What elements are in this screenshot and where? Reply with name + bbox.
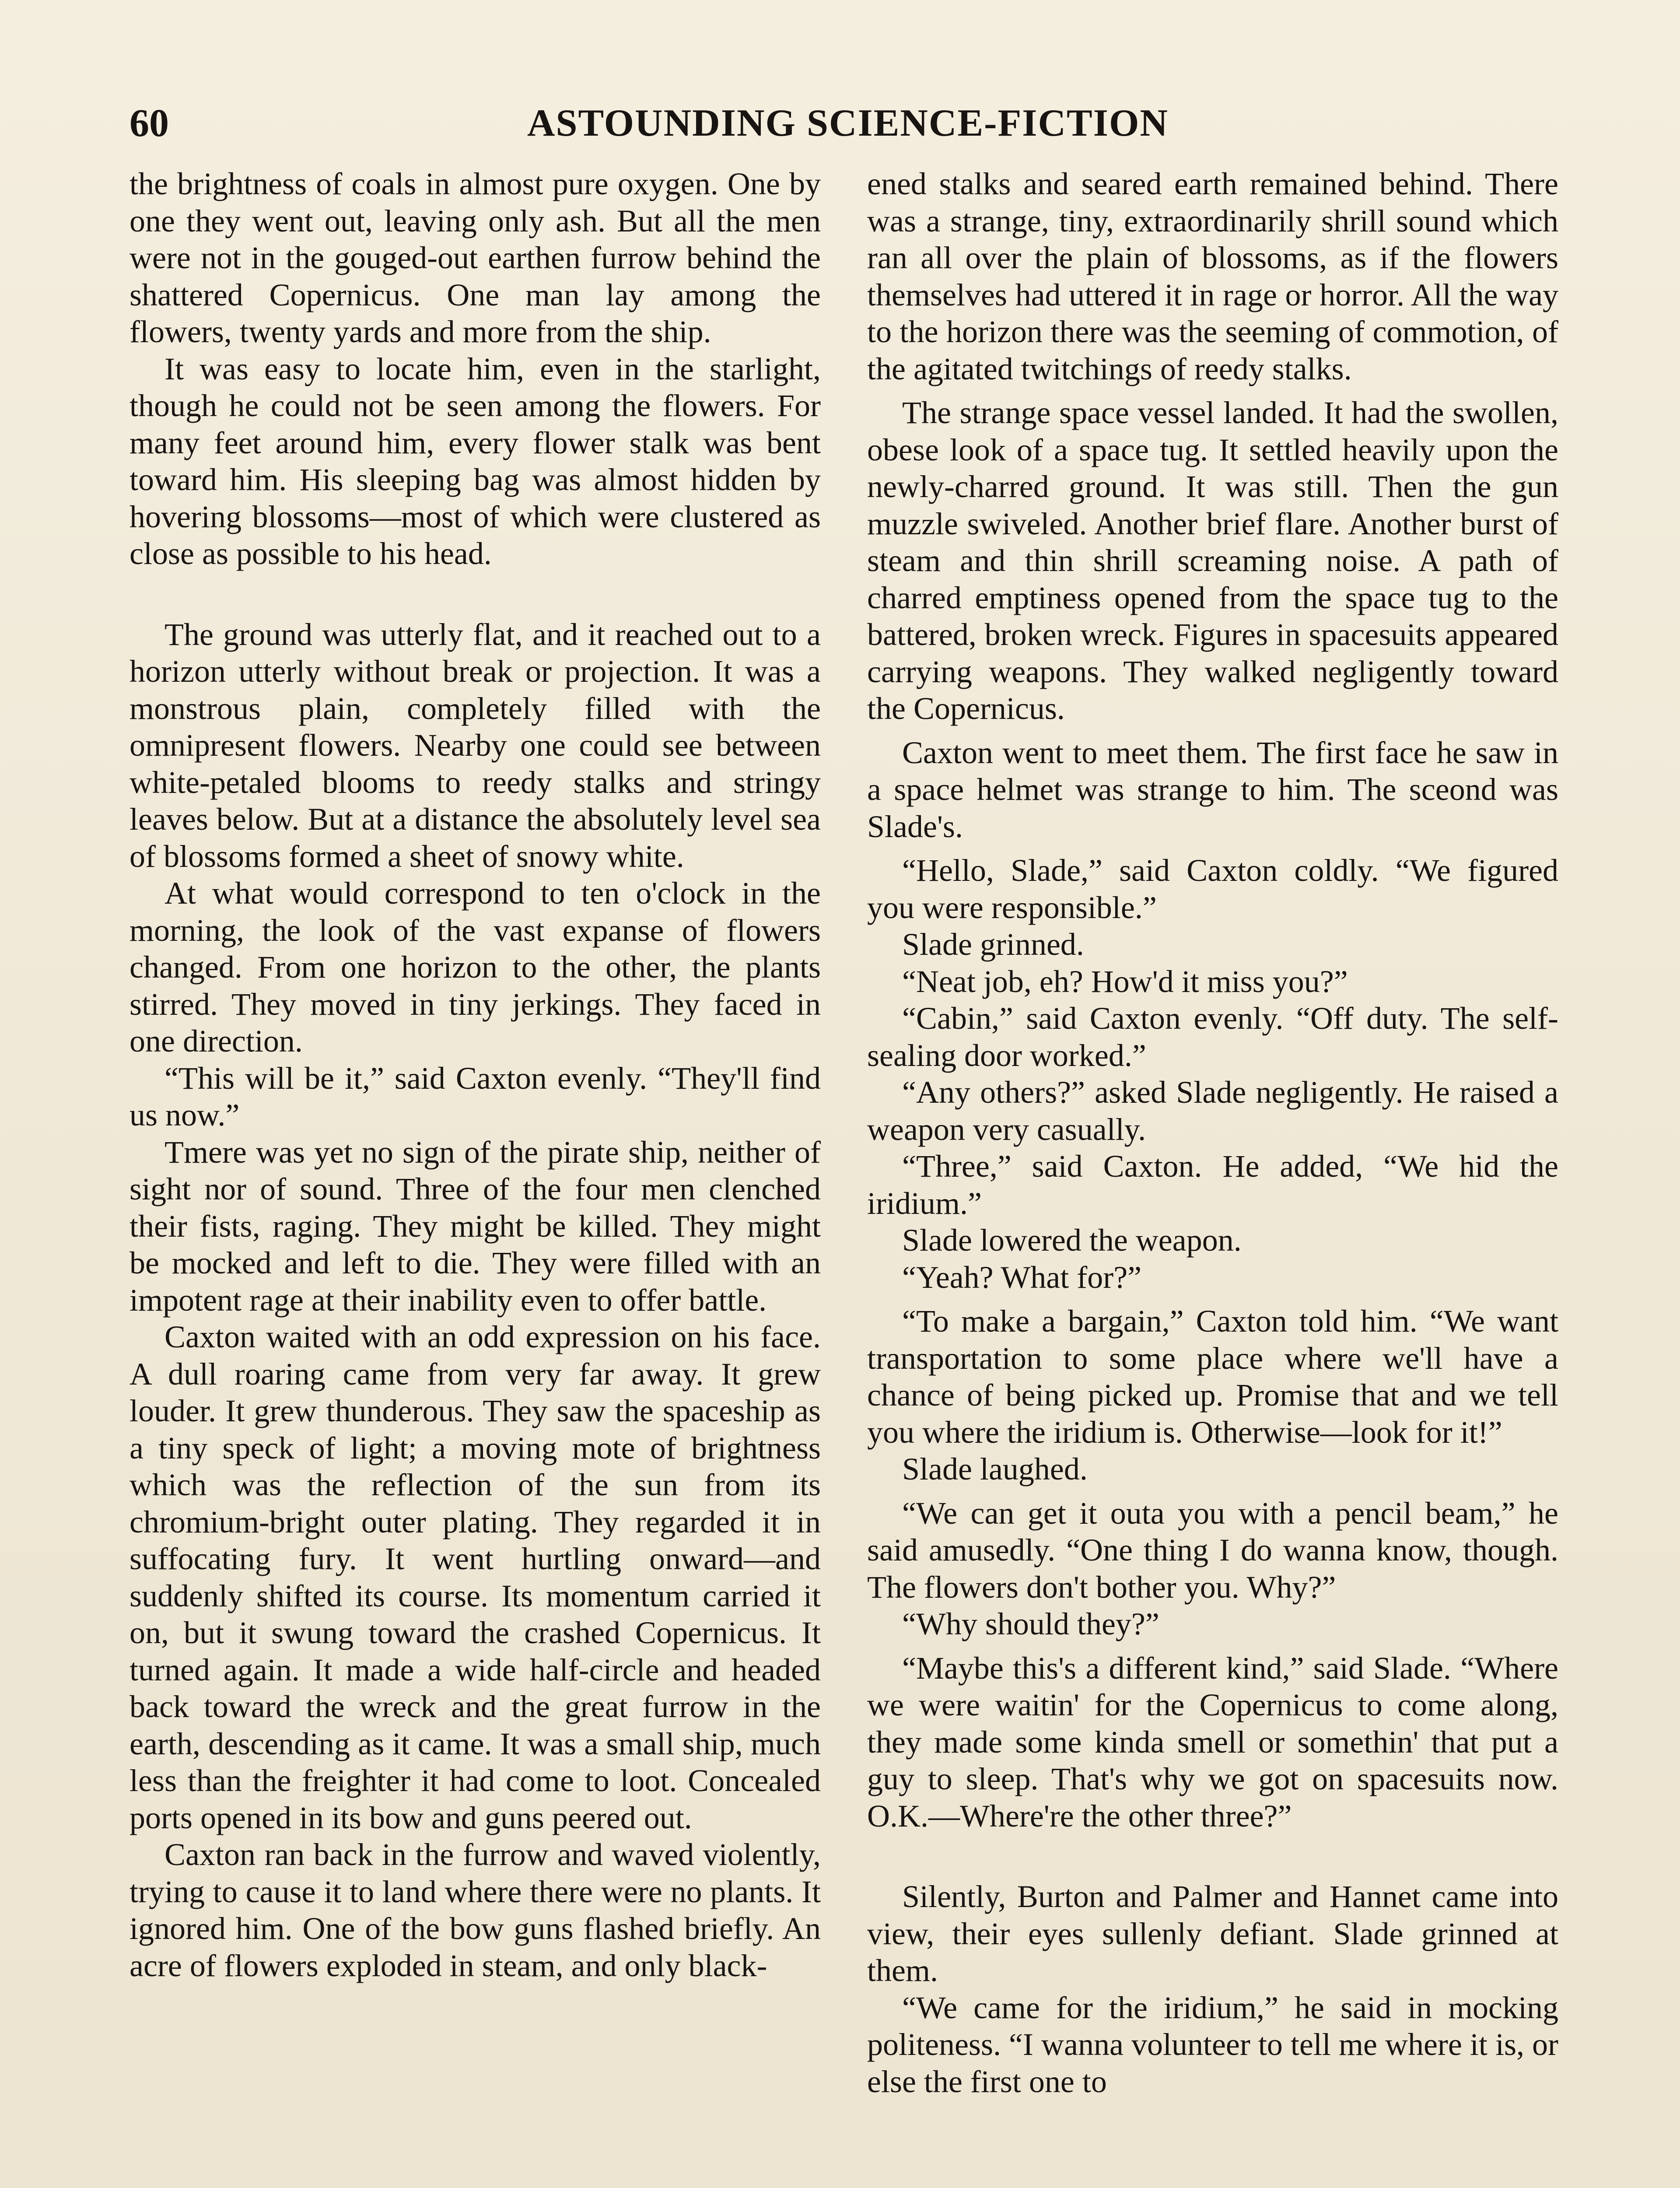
paragraph: ened stalks and seared earth remained behind. There was a strange, tiny, extraordinarily shrill sound which ran all over the plain of blossoms, as if the flowers themselves had uttered it in rage or horror. All the way to the horizon there was the seeming of commotion, of the agitated twitchings of reedy stalks. (867, 166, 1558, 386)
paragraph: “We came for the iridium,” he said in mocking politeness. “I wanna volunteer to tell me where it is, or else the first one to (867, 1990, 1558, 2099)
paragraph: Caxton went to meet them. The first face he saw in a space helmet was strange to him. The sceond was Slade's. (867, 735, 1558, 844)
paragraph: “Any others?” asked Slade negligently. He raised a weapon very casually. (867, 1075, 1558, 1147)
paragraph: “Cabin,” said Caxton evenly. “Off duty. The self-sealing door worked.” (867, 1001, 1558, 1073)
page-header (130, 97, 1566, 150)
paragraph: the brightness of coals in almost pure oxygen. One by one they went out, leaving only ash. But all the men were not in the gouged-out earthen furrow behind the shattered Copernicus. One man lay among the flowers, twenty yards and more from the ship. (130, 166, 821, 349)
paragraph: Slade laughed. (902, 1452, 1088, 1487)
paragraph: Slade lowered the weapon. (902, 1223, 1242, 1258)
paragraph: Silently, Burton and Palmer and Hannet came into view, their eyes sullenly defiant. Slade grinned at them. (867, 1879, 1558, 1988)
paragraph: It was easy to locate him, even in the starlight, though he could not be seen among the flowers. For many feet around him, every flower stalk was bent toward him. His sleeping bag was almost hidden by hovering blossoms—most of which were clustered as close as possible to his head. (130, 351, 821, 571)
left-text-column (130, 165, 821, 1984)
paragraph: “To make a bargain,” Caxton told him. “We want transportation to some place where we'll have a chance of being picked up. Promise that and we tell you where the iridium is. Otherwise—look for it!” (867, 1304, 1558, 1450)
paragraph: “Why should they?” (902, 1606, 1159, 1641)
paragraph: Tmere was yet no sign of the pirate ship, neither of sight nor of sound. Three of the four men clenched their fists, raging. They might be killed. They might be mocked and left to die. They were filled with an impotent rage at their inability even to offer battle. (130, 1134, 821, 1318)
paragraph: “We can get it outa you with a pencil beam,” he said amusedly. “One thing I do wanna know, though. The flowers don't bother you. Why?” (867, 1495, 1558, 1605)
paragraph: The strange space vessel landed. It had the swollen, obese look of a space tug. It settled heavily upon the newly-charred ground. It was still. Then the gun muzzle swiveled. Another brief flare. Another burst of steam and thin shrill screaming noise. A path of charred emptiness opened from the space tug to the battered, broken wreck. Figures in spacesuits appeared carrying weapons. They walked negligently toward the Copernicus. (867, 395, 1558, 726)
paragraph: The ground was utterly flat, and it reached out to a horizon utterly without break or projection. It was a monstrous plain, completely filled with the omnipresent flowers. Nearby one could see between white-petaled blooms to reedy stalks and stringy leaves below. But at a distance the absolutely level sea of blossoms formed a sheet of snowy white. (130, 617, 821, 874)
paragraph: Caxton ran back in the furrow and waved violently, trying to cause it to land where there were no plants. It ignored him. One of the bow guns flashed briefly. An acre of flowers exploded in steam, and only black- (130, 1837, 821, 1983)
paragraph: “Hello, Slade,” said Caxton coldly. “We figured you were responsible.” (867, 853, 1558, 925)
right-text-column (867, 165, 1558, 2100)
paragraph: Caxton waited with an odd expression on his face. A dull roaring came from very far away. It grew louder. It grew thunderous. They saw the spaceship as a tiny speck of light; a moving mote of brightness which was the reflection of the sun from its chromium-bright outer plating. They regarded it in suffocating fury. It went hurtling onward—and suddenly shifted its course. Its momentum carried it on, but it swung toward the crashed Copernicus. It turned again. It made a wide half-circle and headed back toward the wreck and the great furrow in the earth, descending as it came. It was a small ship, much less than the freighter it had come to loot. Concealed ports opened in its bow and guns peered out. (130, 1319, 821, 1835)
page-number: 60 (130, 102, 169, 145)
paragraph: At what would correspond to ten o'clock in the morning, the look of the vast expanse of flowers changed. From one horizon to the other, the plants stirred. They moved in tiny jerkings. They faced in one direction. (130, 876, 821, 1059)
paragraph: Slade grinned. (902, 927, 1084, 962)
paragraph: “Yeah? What for?” (902, 1259, 1142, 1295)
magazine-title: ASTOUNDING SCIENCE-FICTION (527, 102, 1169, 144)
paragraph: “This will be it,” said Caxton evenly. “They'll find us now.” (130, 1060, 821, 1133)
paragraph: “Maybe this's a different kind,” said Slade. “Where we were waitin' for the Copernicus to come along, they made some kinda smell or somethin' that put a guy to sleep. That's why we got on spacesuits now. O.K.—Where're the other three?” (867, 1650, 1558, 1834)
paragraph: “Three,” said Caxton. He added, “We hid the iridium.” (867, 1149, 1558, 1221)
paragraph: “Neat job, eh? How'd it miss you?” (902, 964, 1348, 999)
